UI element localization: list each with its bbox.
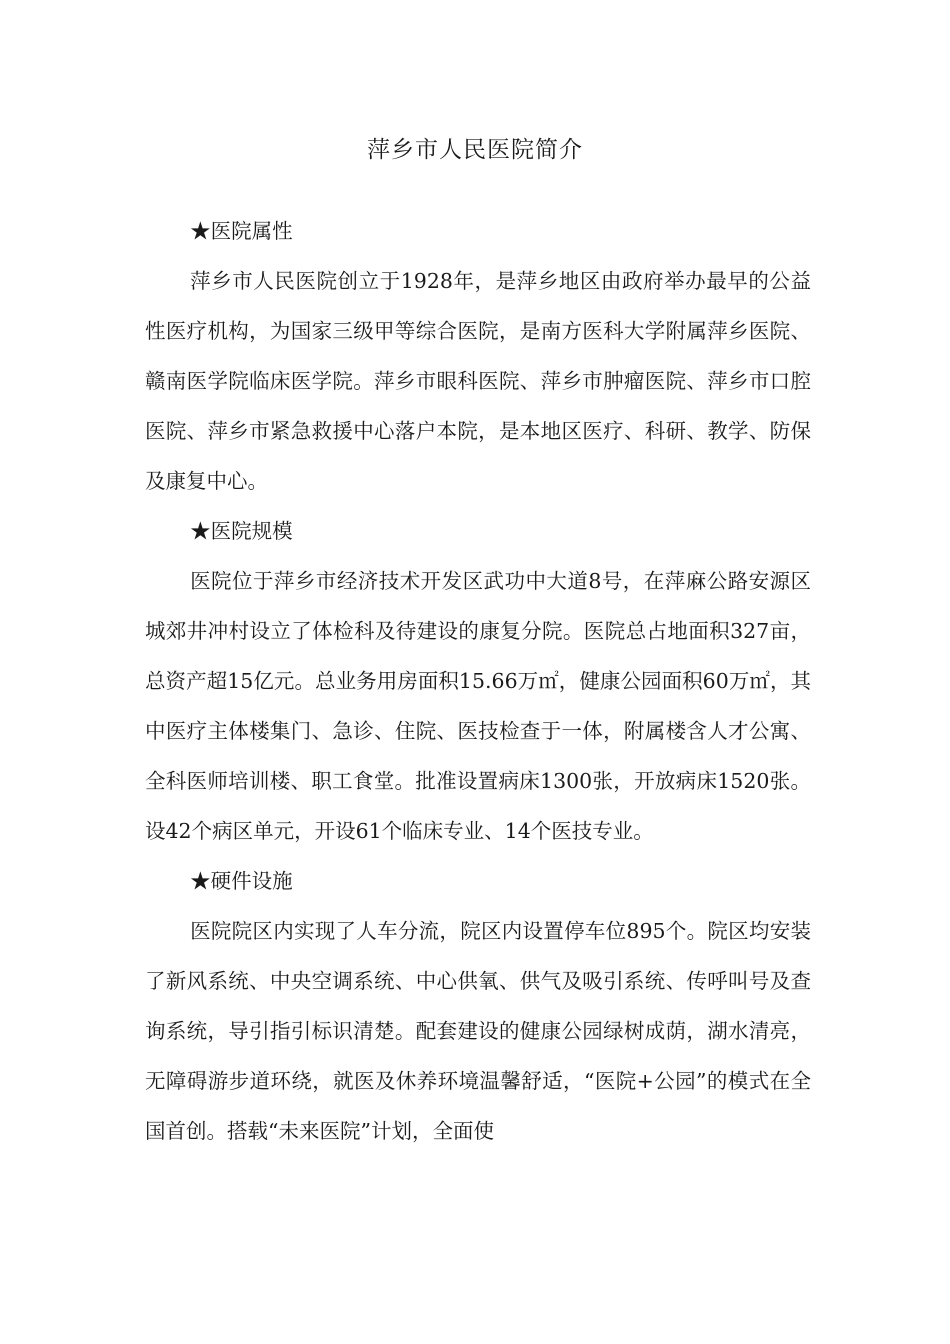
section-body-attributes: 萍乡市人民医院创立于1928年，是萍乡地区由政府举办最早的公益性医疗机构，为国家三级甲等综合医院，是南方医科大学附属萍乡医院、赣南医学院临床医学院。萍乡市眼科医院、萍乡市肿瘤医院、萍乡市口腔医院、萍乡市紧急救援中心落户本院，是本地区医疗、科研、教学、防保及康复中心。	[145, 269, 811, 493]
document-title: 萍乡市人民医院简介	[367, 137, 583, 163]
document-body	[145, 206, 811, 1156]
section-body-facilities: 医院院区内实现了人车分流，院区内设置停车位895个。院区均安装了新风系统、中央空调系统、中心供氧、供气及吸引系统、传呼叫号及查询系统，导引指引标识清楚。配套建设的健康公园绿树成荫，湖水清亮，无障碍游步道环绕，就医及休养环境温馨舒适，“医院+公园”的模式在全国首创。搭载“未来医院”计划，全面使	[145, 919, 811, 1143]
section-heading-attributes: ★医院属性	[190, 219, 293, 243]
section-body-scale: 医院位于萍乡市经济技术开发区武功中大道8号，在萍麻公路安源区城郊井冲村设立了体检科及待建设的康复分院。医院总占地面积327亩，总资产超15亿元。总业务用房面积15.66万㎡，健康公园面积60万㎡，其中医疗主体楼集门、急诊、住院、医技检查于一体，附属楼含人才公寓、全科医师培训楼、职工食堂。批准设置病床1300张，开放病床1520张。设42个病区单元，开设61个临床专业、14个医技专业。	[145, 569, 811, 843]
section-heading-facilities: ★硬件设施	[190, 869, 293, 893]
section-heading-scale: ★医院规模	[190, 519, 293, 543]
